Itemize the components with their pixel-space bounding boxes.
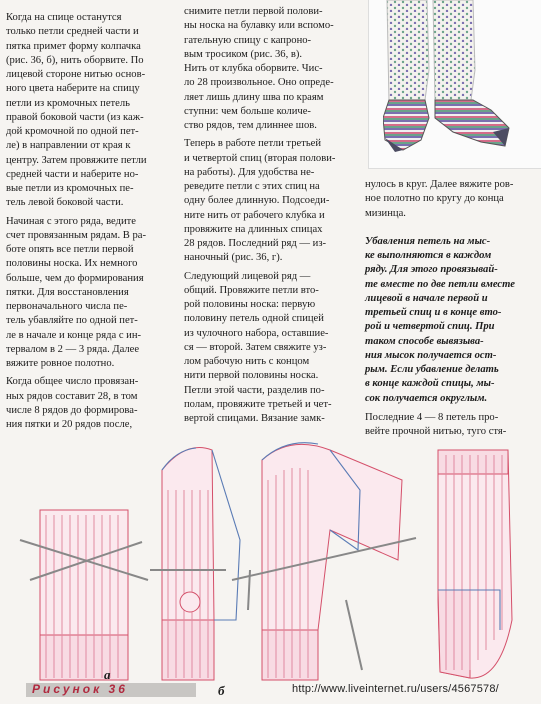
text-line: рой и четвертой спиц. При [365, 321, 495, 333]
text-line: вертой спицами. Вязание замк- [184, 413, 325, 424]
text-line: ны носка на булавку или вспомо- [184, 20, 334, 32]
text-line: наночный (рис. 36, г). [184, 252, 283, 264]
text-line: средней части и наберите но- [6, 168, 139, 180]
text-line: ле в начале и конце ряда с ин- [6, 329, 142, 341]
text-line: рым. Если убавление делать [365, 364, 499, 375]
text-line: только петли средней части и [6, 26, 139, 38]
text-line: тервалом в 2 — 3 ряда. Далее [6, 343, 140, 355]
text-line: ство рядов, тем длиннее шов. [184, 120, 317, 131]
text-line: половину петель одной спицей [184, 313, 324, 325]
text-line: из чулочного набора, оставшие- [184, 327, 329, 339]
text-line: ного цвета наберите на спицу [6, 83, 140, 95]
text-line: тель убавляйте по одной пет- [6, 315, 138, 327]
text-line: числе 8 рядов до формирова- [6, 404, 138, 416]
text-line: мизинца. [365, 207, 406, 219]
text-line: ке выполняются в каждом [365, 250, 492, 261]
knitting-figure [0, 430, 541, 699]
text-line: Теперь в работе петли третьей [184, 138, 322, 150]
text-line: реведите петли с этих спиц на [184, 181, 320, 192]
text-line: ния мысок получается ост- [365, 349, 497, 361]
text-column-3 [365, 178, 537, 439]
text-line: ния пятки и 20 рядов после, [6, 419, 133, 430]
text-line: вейте прочной нитью, туго стя- [365, 426, 507, 437]
text-line: счет провязанным рядам. В ра- [6, 229, 146, 241]
text-column-3-top [365, 178, 537, 221]
text-line: первоначального числа пе- [6, 301, 128, 312]
text-column-2 [184, 5, 362, 426]
text-line: Когда на спице останутся [6, 12, 122, 23]
text-line: 28 рядов. Последний ряд — из- [184, 238, 327, 249]
text-line: те вместе по две петли вместе [365, 278, 515, 290]
text-line: Нить от клубка оборвите. Чис- [184, 63, 323, 74]
text-line: ляет лишь длину шва по краям [184, 91, 324, 103]
text-line: пятка примет форму колпачка [6, 40, 141, 52]
text-line: лицевой стороне нитью основ- [6, 69, 146, 80]
text-line: одну более длинную. Подсоеди- [184, 195, 330, 207]
text-line: дой кромочной по одной пет- [6, 126, 139, 137]
text-line: Убавления петель на мыс- [365, 235, 491, 247]
text-line: в конце каждой спицы, мы- [365, 378, 495, 390]
socks-photo [368, 0, 541, 169]
figure-label-a: а [104, 667, 111, 682]
text-line: ле) в направлении от края к [6, 140, 131, 152]
text-line: вые петли из кромочных пе- [6, 183, 134, 194]
decrease-note [365, 235, 537, 406]
text-line: ся — второй. Затем свяжите уз- [184, 341, 327, 353]
text-line: лицевой в начале первой и [365, 292, 488, 304]
text-line: Следующий лицевой ряд — [184, 270, 311, 282]
text-line: вяжите ровное полотно. [6, 358, 115, 369]
text-line: рой половины носка: первую [184, 299, 316, 310]
text-line: провяжите на длинных спицах [184, 223, 323, 235]
text-line: на работы). Для удобства не- [184, 166, 315, 178]
text-line: центру. Затем провяжите петли [6, 154, 147, 166]
text-column-1 [6, 11, 176, 432]
text-line: боте опять все петли первой [6, 244, 134, 255]
text-line: петли из кромочных петель [6, 97, 130, 109]
text-line: вым тросиком (рис. 36, в). [184, 48, 303, 60]
text-line: третьей спиц и в конце вто- [365, 307, 502, 318]
text-line: ное полотно по кругу до конца [365, 193, 504, 205]
text-line: лом рабочую нить с концом [184, 356, 310, 367]
text-line: Петли этой части, разделив по- [184, 384, 325, 396]
text-line: ряду. Для этого провязывай- [365, 264, 498, 276]
text-line: половины носка. Их немного [6, 258, 138, 270]
text-line: снимите петли первой полови- [184, 6, 323, 17]
text-line: ных рядов составит 28, в том [6, 390, 138, 402]
text-line: (рис. 36, б), нить оборвите. По [6, 54, 144, 66]
text-line: больше, чем до формирования [6, 272, 144, 284]
text-line: пятки. Для восстановления [6, 286, 129, 298]
socks-illustration [369, 0, 541, 168]
figure-label-b: б [218, 683, 225, 698]
text-line: Начиная с этого ряда, ведите [6, 215, 136, 227]
text-line: правой боковой части (из каж- [6, 111, 144, 123]
text-line: полам, провяжите третьей и чет- [184, 398, 332, 410]
text-line: ступни: чем больше количе- [184, 105, 311, 117]
text-line: ните нить от рабочего клубка и [184, 209, 325, 221]
watermark-url[interactable]: http://www.liveinternet.ru/users/4567578/ [292, 683, 499, 695]
text-line: нулось в круг. Далее вяжите ров- [365, 179, 514, 190]
text-line: гательную спицу с капроно- [184, 34, 312, 46]
text-line: Последние 4 — 8 петель про- [365, 411, 499, 423]
figure-caption: Рисунок 36 [32, 682, 128, 696]
text-line: общий. Провяжите петли вто- [184, 284, 319, 296]
text-line: тель левой боковой части. [6, 197, 124, 209]
text-line: и четвертой спиц (вторая полови- [184, 152, 336, 164]
text-line: Когда общее число провязан- [6, 376, 139, 388]
figure-36-drawings [0, 430, 541, 699]
text-line: таком способе вывязыва- [365, 335, 484, 347]
text-line: ло 28 произвольное. Оно опреде- [184, 77, 334, 89]
text-line: сок получается округлым. [365, 392, 488, 404]
text-line: нити первой половины носка. [184, 370, 319, 382]
